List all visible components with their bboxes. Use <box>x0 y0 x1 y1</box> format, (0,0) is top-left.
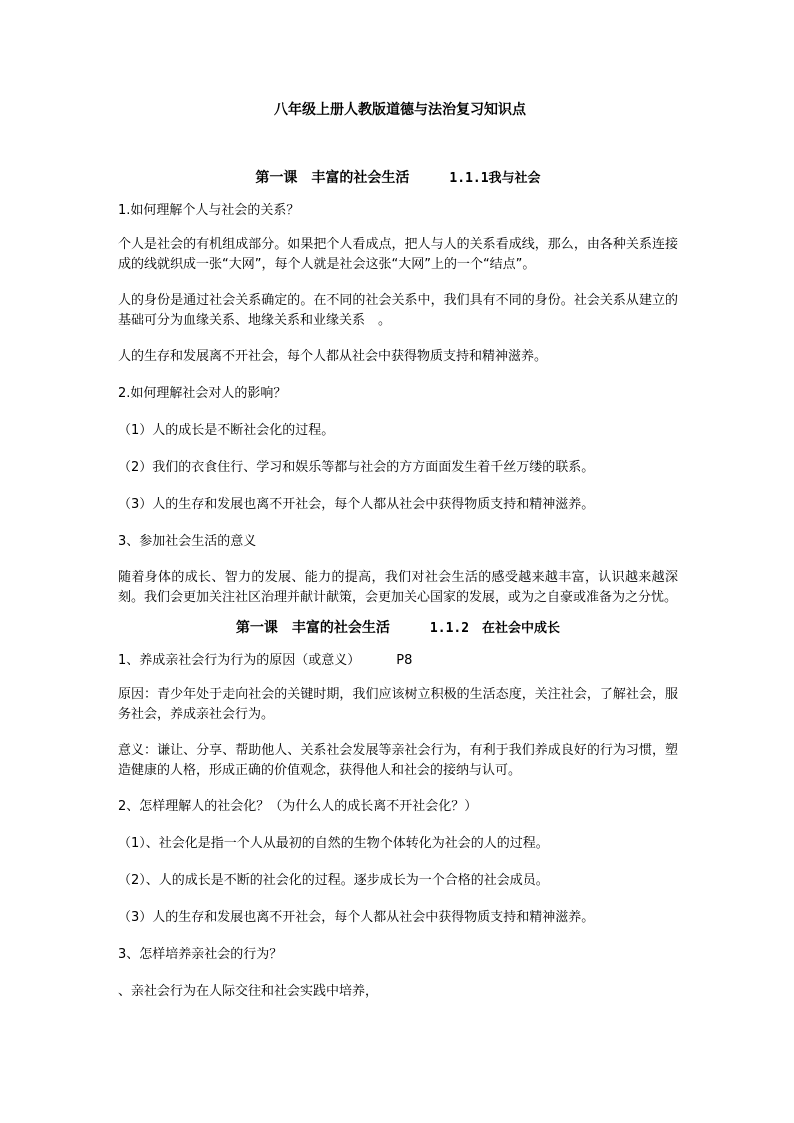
q6-paragraph-1: 、亲社会行为在人际交往和社会实践中培养， <box>118 984 379 999</box>
question-5: 2、怎样理解人的社会化？（为什么人的成长离不开社会化？） <box>118 799 478 814</box>
page-reference: P8 <box>396 653 413 668</box>
q2-item-2: （2）我们的衣食住行、学习和娱乐等都与社会的方方面面发生着千丝万缕的联系。 <box>118 460 595 475</box>
q1-paragraph-2: 人的身份是通过社会关系确定的。在不同的社会关系中，我们具有不同的身份。社会关系从建立的基础可分为血缘关系、地缘关系和业缘关系 。 <box>118 293 678 328</box>
document-title: 八年级上册人教版道德与法治复习知识点 <box>274 102 526 118</box>
lesson-2-heading <box>118 618 678 639</box>
q1-paragraph-3: 人的生存和发展离不开社会，每个人都从社会中获得物质支持和精神滋养。 <box>118 349 548 364</box>
question-1: 1.如何理解个人与社会的关系？ <box>118 203 300 218</box>
question-4 <box>118 651 678 671</box>
question-4-text: 1、养成亲社会行为行为的原因（或意义） <box>118 653 361 668</box>
lesson-2-section: 1.1.2 在社会中成长 <box>429 621 561 636</box>
q2-item-1: （1）人的成长是不断社会化的过程。 <box>118 423 335 438</box>
q5-item-2: （2）、人的成长是不断的社会化的过程。逐步成长为一个合格的社会成员。 <box>118 873 549 888</box>
q4-meaning: 意义：谦让、分享、帮助他人、关系社会发展等亲社会行为，有利于我们养成良好的行为习惯，塑造健康的人格，形成正确的价值观念，获得他人和社会的接纳与认可。 <box>118 743 678 778</box>
question-2: 2.如何理解社会对人的影响？ <box>118 386 287 401</box>
lesson-1-heading <box>118 168 678 189</box>
q5-item-3: （3）人的生存和发展也离不开社会，每个人都从社会中获得物质支持和精神滋养。 <box>118 910 595 925</box>
q3-paragraph-1: 随着身体的成长、智力的发展、能力的提高，我们对社会生活的感受越来越丰富，认识越来越深刻。我们会更加关注社区治理并献计献策，会更加关心国家的发展，或为之自豪或准备为之分忧。 <box>118 570 678 605</box>
lesson-1-title: 第一课 丰富的社会生活 <box>255 170 410 186</box>
spacer <box>118 120 678 168</box>
question-3: 3、参加社会生活的意义 <box>118 534 257 549</box>
lesson-2-title: 第一课 丰富的社会生活 <box>235 620 390 636</box>
q4-reason: 原因：青少年处于走向社会的关键时期，我们应该树立积极的生活态度，关注社会，了解社会，服务社会，养成亲社会行为。 <box>118 687 678 722</box>
lesson-1-section: 1.1.1我与社会 <box>449 171 541 186</box>
document-body <box>118 100 678 1002</box>
q1-paragraph-1: 个人是社会的有机组成部分。如果把个人看成点，把人与人的关系看成线，那么，由各种关系连接成的线就织成一张“大网”，每个人就是社会这张“大网”上的一个“结点”。 <box>118 237 678 272</box>
question-6: 3、怎样培养亲社会的行为？ <box>118 947 283 962</box>
q2-item-3: （3）人的生存和发展也离不开社会，每个人都从社会中获得物质支持和精神滋养。 <box>118 497 595 512</box>
q5-item-1: （1）、社会化是指一个人从最初的自然的生物个体转化为社会的人的过程。 <box>118 836 549 851</box>
